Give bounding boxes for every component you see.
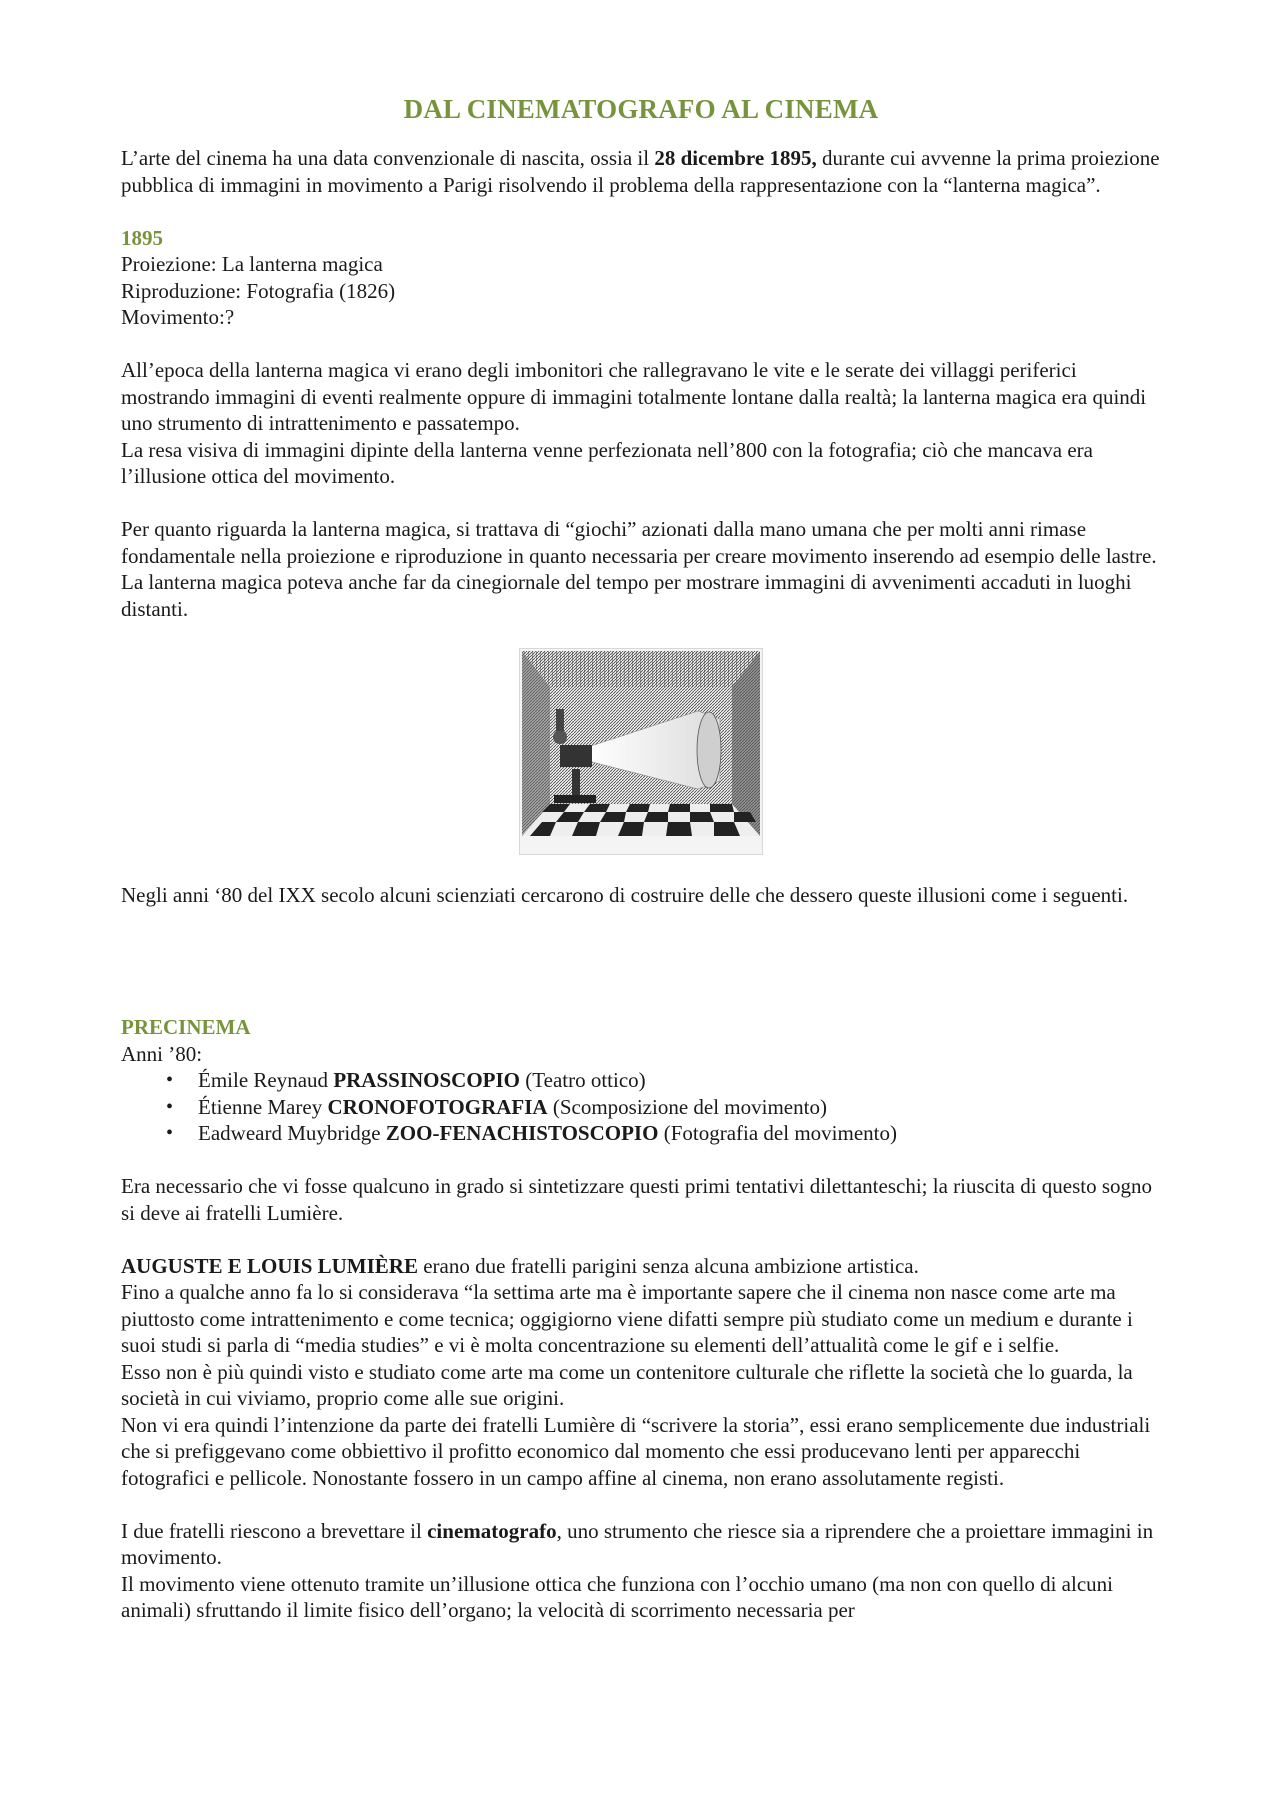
line-proiezione: Proiezione: La lanterna magica — [121, 252, 383, 276]
paragraph-movimento: Il movimento viene ottenuto tramite un’illusione ottica che funziona con l’occhio umano (ma non con quello di alcuni animali) sfruttando il limite fisico dell’organo; la velocità di scorrimento necessaria per — [121, 1571, 1113, 1622]
paragraph-imbonitori: All’epoca della lanterna magica vi erano degli imbonitori che rallegravano le vite e le serate dei villaggi periferici mostrando immagini di eventi realmente oppure di immagini totalmente lontane dalla realtà; la lanterna magica era quindi uno strumento di intrattenimento e passatempo. — [121, 358, 1147, 435]
intro-text-end: durante cui avvenne la prima proiezione pubblica di immagini in movimento a Parigi risolvendo il problema della rappresentazione con la “lanterna magica”. — [121, 146, 1160, 197]
lumiere-names: AUGUSTE E LOUIS LUMIÈRE — [121, 1253, 418, 1278]
paragraph-resa-visiva: La resa visiva di immagini dipinte della lanterna venne perfezionata nell’800 con la fotografia; ciò che mancava era l’illusione ottica del movimento. — [121, 437, 1093, 488]
paragraph-cinegiornale: La lanterna magica poteva anche far da cinegiornale del tempo per mostrare immagini di avvenimenti accaduti in luoghi distanti. — [121, 570, 1132, 621]
page-title: DAL CINEMATOGRAFO AL CINEMA — [403, 94, 879, 124]
heading-precinema: PRECINEMA — [121, 1015, 251, 1039]
precinema-subheading: Anni ’80: — [121, 1041, 203, 1066]
magic-lantern-figure — [519, 648, 763, 855]
cinematografo-term: cinematografo — [427, 1518, 557, 1543]
paragraph-cinematografo: I due fratelli riescono a brevettare il cinematografo, uno strumento che riesce sia a riprendere che a proiettare immagini in movimento. — [121, 1518, 1154, 1569]
paragraph-contenitore: Esso non è più quindi visto e studiato come arte ma come un contenitore culturale che riflette la società che lo guarda, la società in cui viviamo, proprio come alle sue origini. — [121, 1359, 1133, 1410]
magic-lantern-engraving-icon — [520, 649, 762, 854]
intro-text: L’arte del cinema ha una data convenzionale di nascita, ossia il — [121, 146, 655, 170]
paragraph-lumiere: AUGUSTE E LOUIS LUMIÈRE erano due fratelli parigini senza alcuna ambizione artistica. — [121, 1253, 919, 1278]
paragraph-giochi: Per quanto riguarda la lanterna magica, si trattava di “giochi” azionati dalla mano umana che per molti anni rimase fondamentale nella proiezione e riproduzione in quanto necessaria per creare movimento inserendo ad esempio delle lastre. — [121, 517, 1157, 568]
intro-paragraph — [121, 145, 1161, 198]
document-body — [121, 88, 1161, 1624]
precinema-list — [121, 1067, 1161, 1147]
line-movimento: Movimento:? — [121, 305, 235, 329]
list-item: • Eadweard Muybridge ZOO-FENACHISTOSCOPIO (Fotografia del movimento) — [166, 1120, 1161, 1147]
paragraph-scienziati: Negli anni ‘80 del IXX secolo alcuni scienziati cercarono di costruire delle che dessero queste illusioni come i seguenti. — [121, 882, 1129, 907]
line-riproduzione: Riproduzione: Fotografia (1826) — [121, 278, 396, 303]
list-item: • Émile Reynaud PRASSINOSCOPIO (Teatro ottico) — [166, 1067, 1161, 1094]
list-item: • Étienne Marey CRONOFOTOGRAFIA (Scomposizione del movimento) — [166, 1094, 1161, 1121]
paragraph-settima-arte: Fino a qualche anno fa lo si considerava “la settima arte ma è importante sapere che il cinema non nasce come arte ma piuttosto come intrattenimento e come tecnica; oggigiorno viene difatti sempre più studiato come un medium e durante i suoi studi si parla di “media studies” e vi è molta concentrazione su elementi dell’attualità come le gif e i selfie. — [121, 1280, 1133, 1357]
paragraph-sintetizzare: Era necessario che vi fosse qualcuno in grado si sintetizzare questi primi tentativi dilettanteschi; la riuscita di questo sogno si deve ai fratelli Lumière. — [121, 1174, 1153, 1225]
intro-date: 28 dicembre 1895, — [654, 146, 817, 170]
paragraph-industriali: Non vi era quindi l’intenzione da parte dei fratelli Lumière di “scrivere la storia”, essi erano semplicemente due industriali che si prefiggevano come obbiettivo il profitto economico dal momento che essi producevano lenti per apparecchi fotografici e pellicole. Nonostante fossero in un campo affine al cinema, non erano assolutamente registi. — [121, 1412, 1151, 1490]
heading-1895: 1895 — [121, 225, 163, 250]
